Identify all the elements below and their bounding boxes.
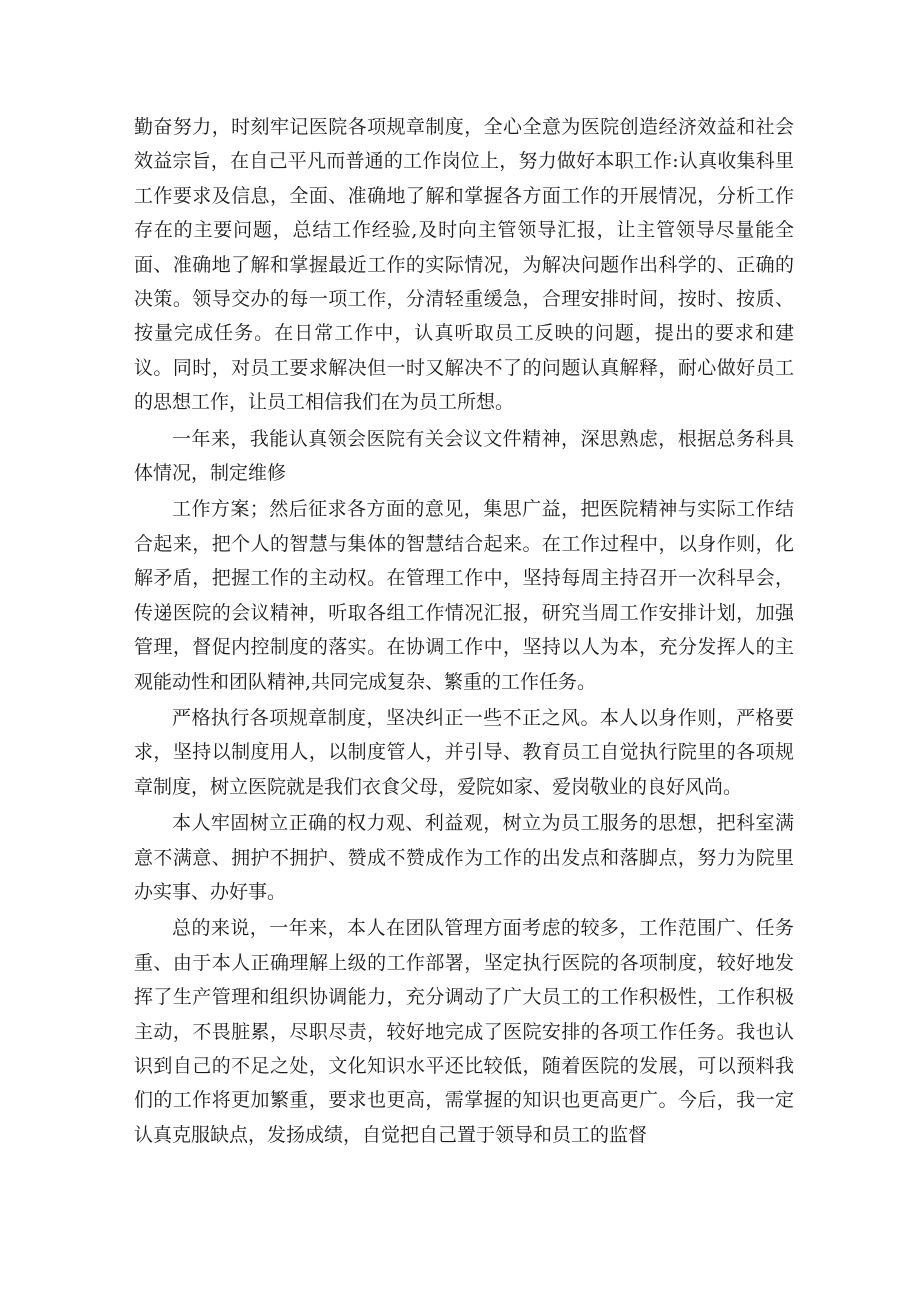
paragraph-summary: 总的来说，一年来，本人在团队管理方面考虑的较多，工作范围广、任务重、由于本人正确理解上级的工作部署，坚定执行医院的各项制度，较好地发挥了生产管理和组织协调能力，充分调动了广大员工的工作积极性，工作积极主动，不畏脏累，尽职尽责，较好地完成了医院安排的各项工作任务。我也认识到自己的不足之处，文化知识水平还比较低，随着医院的发展，可以预料我们的工作将更加繁重，要求也更高，需掌握的知识也更高更广。今后，我一定认真克服缺点，发扬成绩，自觉把自己置于领导和员工的监督 — [134, 917, 794, 1146]
paragraph-service-attitude: 本人牢固树立正确的权力观、利益观，树立为员工服务的思想，把科室满意不满意、拥护不拥护、赞成不赞成作为工作的出发点和落脚点，努力为院里办实事、办好事。 — [134, 812, 794, 903]
paragraph-meeting-spirit: 一年来，我能认真领会医院有关会议文件精神，深思熟虑，根据总务科具体情况，制定维修 — [134, 427, 794, 485]
paragraph-continuation: 勤奋努力，时刻牢记医院各项规章制度，全心全意为医院创造经济效益和社会效益宗旨，在自己平凡而普通的工作岗位上，努力做好本职工作:认真收集科里工作要求及信息，全面、准确地了解和掌握各方面工作的开展情况，分析工作存在的主要问题，总结工作经验,及时向主管领导汇报，让主管领导尽量能全面、准确地了解和掌握最近工作的实际情况，为解决问题作出科学的、正确的决策。领导交办的每一项工作，分清轻重缓急，合理安排时间，按时、按质、按量完成任务。在日常工作中，认真听取员工反映的问题，提出的要求和建议。同时，对员工要求解决但一时又解决不了的问题认真解释，耐心做好员工的思想工作，让员工相信我们在为员工所想。 — [134, 116, 794, 414]
paragraph-work-plan: 工作方案；然后征求各方面的意见，集思广益，把医院精神与实际工作结合起来，把个人的智慧与集体的智慧结合起来。在工作过程中，以身作则，化解矛盾，把握工作的主动权。在管理工作中，坚持每周主持召开一次科早会，传递医院的会议精神，听取各组工作情况汇报，研究当周工作安排计划，加强管理，督促内控制度的落实。在协调工作中，坚持以人为本，充分发挥人的主观能动性和团队精神,共同完成复杂、繁重的工作任务。 — [134, 498, 794, 693]
document-body — [134, 110, 794, 1152]
paragraph-regulations: 严格执行各项规章制度，坚决纠正一些不正之风。本人以身作则，严格要求，坚持以制度用人，以制度管人，并引导、教育员工自觉执行院里的各项规章制度，树立医院就是我们衣食父母，爱院如家、爱岗敬业的良好风尚。 — [134, 706, 794, 798]
